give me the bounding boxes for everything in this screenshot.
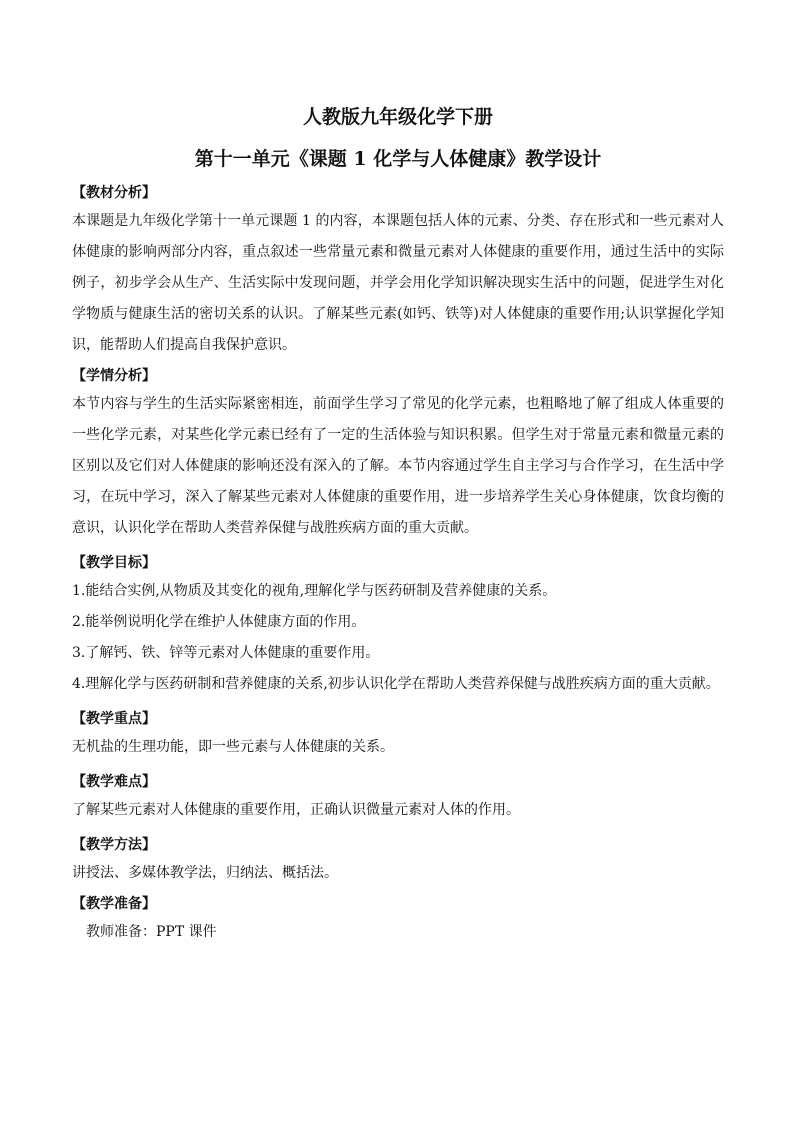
section-heading: 【教学方法】	[72, 837, 156, 853]
section-difficulties	[72, 769, 724, 826]
section-heading: 【教学难点】	[72, 774, 156, 790]
section-heading: 【教材分析】	[72, 185, 156, 201]
document-subtitle: 第十一单元《课题 1 化学与人体健康》教学设计	[194, 148, 602, 170]
section-body: 教师准备：PPT 课件	[86, 924, 217, 940]
document-page	[72, 96, 724, 948]
list-item: 1.能结合实例,从物质及其变化的视角,理解化学与医药研制及营养健康的关系。	[72, 583, 557, 599]
list-item: 4.理解化学与医药研制和营养健康的关系,初步认识化学在帮助人类营养保健与战胜疾病方面的重大贡献。	[72, 676, 720, 692]
section-heading: 【教学目标】	[72, 555, 156, 571]
section-objectives	[72, 550, 724, 700]
section-heading: 【教学准备】	[72, 896, 156, 912]
section-body: 本节内容与学生的生活实际紧密相连，前面学生学习了常见的化学元素，也粗略地了解了组成人体重要的一些化学元素，对某些化学元素已经有了一定的生活体验与知识积累。但学生对于常量元素和微量元素的区别以及它们对人体健康的影响还没有深入的了解。本节内容通过学生自主学习与合作学习，在生活中学习，在玩中学习，深入了解某些元素对人体健康的重要作用，进一步培养学生关心身体健康，饮食均衡的意识，认识化学在帮助人类营养保健与战胜疾病方面的重大贡献。	[72, 396, 724, 536]
section-body: 无机盐的生理功能，即一些元素与人体健康的关系。	[72, 739, 394, 755]
section-student-analysis	[72, 363, 724, 544]
section-textbook-analysis	[72, 180, 724, 361]
list-item: 2.能举例说明化学在维护人体健康方面的作用。	[72, 614, 366, 630]
section-body: 讲授法、多媒体教学法，归纳法、概括法。	[72, 865, 338, 881]
section-body: 了解某些元素对人体健康的重要作用，正确认识微量元素对人体的作用。	[72, 802, 520, 818]
section-heading: 【教学重点】	[72, 711, 156, 727]
section-preparation	[72, 891, 724, 948]
section-body: 本课题是九年级化学第十一单元课题 1 的内容，本课题包括人体的元素、分类、存在形式和一些元素对人体健康的影响两部分内容，重点叙述一些常量元素和微量元素对人体健康的重要作用，通过生活中的实际例子，初步学会从生产、生活实际中发现问题，并学会用化学知识解决现实生活中的问题，促进学生对化学物质与健康生活的密切关系的认识。了解某些元素(如钙、铁等)对人体健康的重要作用;认识掌握化学知识，能帮助人们提高自我保护意识。	[72, 213, 724, 353]
list-item: 3.了解钙、铁、锌等元素对人体健康的重要作用。	[72, 645, 380, 661]
section-key-points	[72, 706, 724, 763]
section-methods	[72, 832, 724, 889]
document-title: 人教版九年级化学下册	[302, 106, 493, 128]
section-heading: 【学情分析】	[72, 368, 156, 384]
